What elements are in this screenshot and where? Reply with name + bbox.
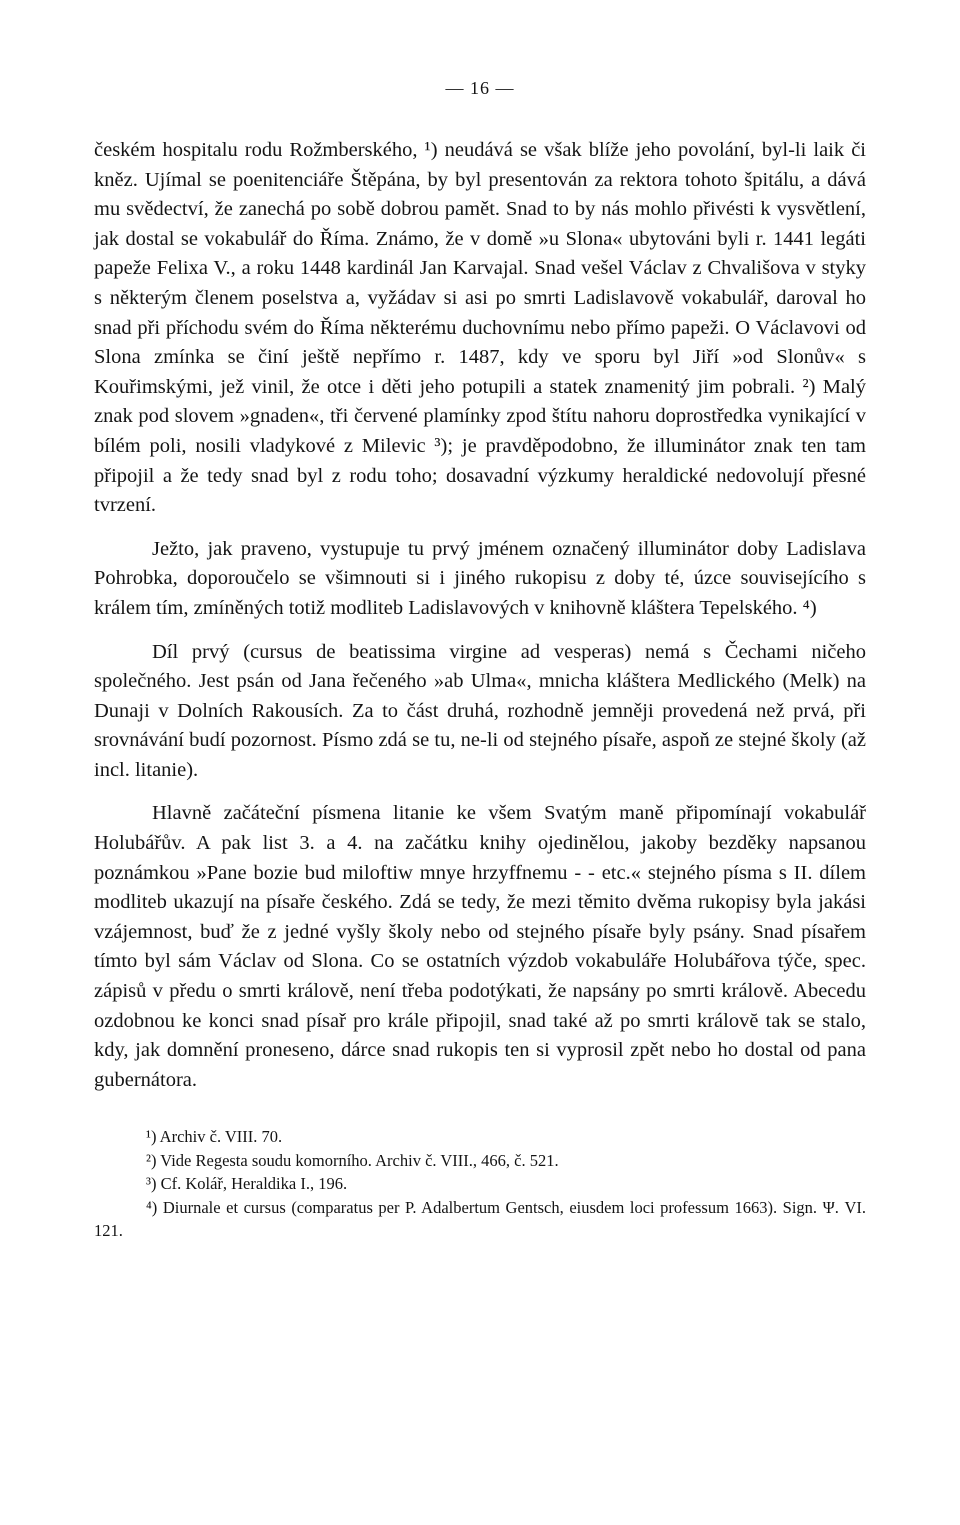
paragraph-1: českém hospitalu rodu Rožmberského, ¹) neudává se však blíže jeho povolání, byl-li laik či kněz. Ujímal se poenitenciáře Štěpána, by byl presentován za rektora tohoto špitálu, a dává mu svědectví, že zanechá po sobě dobrou pamět. Snad to by nás mohlo přivésti k vysvětlení, jak dostal se vokabulář do Říma. Známo, že v domě »u Slona« ubytováni byli r. 1441 legáti papeže Felixa V., a roku 1448 kardinál Jan Karvajal. Snad vešel Václav z Chvališova v styky s některým členem poselstva a, vyžádav si asi po smrti Ladislavově vokabulář, daroval ho snad při příchodu svém do Říma některému duchovnímu nebo přímo papeži. O Václavovi od Slona zmínka se činí ještě nepřímo r. 1487, kdy ve sporu byl Jiří »od Slonův« s Kouřimskými, jež vinil, že otce i děti jeho potupili a statek znamenitý jim pobrali. ²) Malý znak pod slovem »gnaden«, tři červené plamínky zpod štítu nahoru doprostředka vynikající v bílém poli, nosili vladykové z Milevic ³); je pravděpodobno, že illuminátor znak ten tam připojil a že tedy snad byl z rodu toho; dosavadní výzkumy heraldické nedovolují přesné tvrzení. [94, 139, 866, 517]
footnote-mark: ⁴) [146, 1197, 158, 1217]
paragraph-2: Ježto, jak praveno, vystupuje tu prvý jménem označený illuminátor doby Ladislava Pohrobka, doporoučelo se všimnouti si i jiného rukopisu z doby té, úzce souvisejícího s králem tím, zmíněných totiž modliteb Ladislavových v knihovně kláštera Tepelského. ⁴) [94, 537, 866, 619]
footnote-text: Diurnale et cursus (comparatus per P. Adalbertum Gentsch, eiusdem loci professum 1663). Sign. Ψ. VI. 121. [94, 1197, 867, 1241]
footnote-text: Vide Regesta soudu komorního. Archiv č. VIII., 466, č. 521. [160, 1150, 559, 1170]
footnote-mark: ³) [146, 1174, 157, 1194]
paragraph-3: Díl prvý (cursus de beatissima virgine ad vesperas) nemá s Čechami ničeho společného. Jest psán od Jana řečeného »ab Ulma«, mnicha kláštera Medlického (Melk) na Dunaji v Dolních Rakousích. Za to část druhá, rozhodně jemněji provedená než prvá, při srovnávání budí pozornost. Písmo zdá se tu, ne-li od stejného písaře, aspoň ze stejné školy (až incl. litanie). [94, 640, 866, 781]
paragraph-4: Hlavně začáteční písmena litanie ke všem Svatým maně připomínají vokabulář Holubářův. A pak list 3. a 4. na začátku knihy ojedinělou, jakoby bezděky napsanou poznámkou »Pane bozie bud miloftiw mnye hrzyffnemu - - etc.« stejného písma s II. dílem modliteb ukazují na písaře českého. Zdá se tedy, že mezi těmito dvěma rukopisy byla jakási vzájemnost, buď že z jedné vyšly školy nebo od stejného písaře byly psány. Snad písařem tímto byl sám Václav od Slona. Co se ostatních výzdob vokabuláře Holubářova týče, spec. zápisů v předu o smrti králově, není třeba podotýkati, že napsány po smrti králově. Abecedu ozdobnou ke konci snad písař pro krále připojil, snad také až po smrti královĕ tak se stalo, kdy, jak domnění proneseno, dárce snad rukopis ten si vyprosil zpět nebo ho dostal od pana gubernátora. [94, 802, 866, 1091]
footnote-text: Archiv č. VIII. 70. [159, 1127, 283, 1147]
footnote-1 [94, 1125, 866, 1148]
page-number: — 16 — [445, 78, 515, 98]
footnote-mark: ¹) [146, 1127, 157, 1147]
footnote-2 [94, 1149, 866, 1172]
document-page [94, 78, 866, 1242]
footnote-4 [94, 1196, 866, 1243]
footnotes [94, 1125, 866, 1242]
footnote-3 [94, 1172, 866, 1195]
footnote-text: Cf. Kolář, Heraldika I., 196. [160, 1174, 348, 1194]
footnote-mark: ²) [146, 1150, 157, 1170]
